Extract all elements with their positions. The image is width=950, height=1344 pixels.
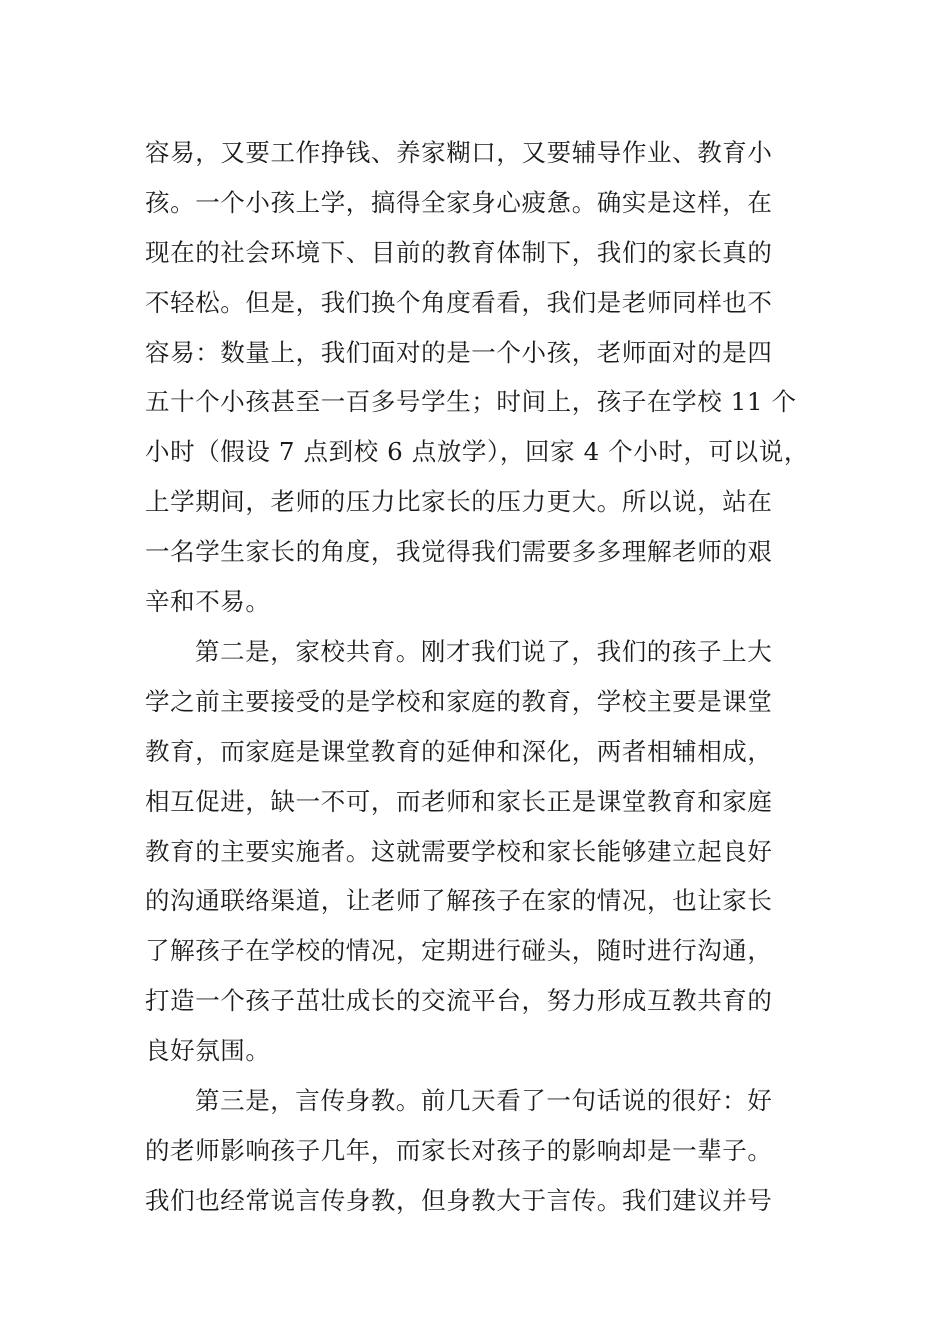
text-line: 了解孩子在学校的情况，定期进行碰头，随时进行沟通，: [145, 936, 773, 965]
text-line: 辛和不易。: [145, 587, 271, 616]
text-line: 上学期间，老师的压力比家长的压力更大。所以说，站在: [145, 487, 773, 516]
text-line: 五十个小孩甚至一百多号学生；时间上，孩子在学校 11 个: [145, 387, 797, 416]
text-line: 容易：数量上，我们面对的是一个小孩，老师面对的是四: [145, 338, 773, 367]
paragraph-first-line: 第三是，言传身教。前几天看了一句话说的很好：好: [195, 1086, 773, 1115]
text-line: 打造一个孩子茁壮成长的交流平台，努力形成互教共育的: [145, 986, 773, 1015]
text-line: 的老师影响孩子几年，而家长对孩子的影响却是一辈子。: [145, 1136, 773, 1165]
text-line: 相互促进，缺一不可，而老师和家长正是课堂教育和家庭: [145, 787, 773, 816]
text-line: 容易，又要工作挣钱、养家糊口，又要辅导作业、教育小: [145, 138, 773, 167]
text-line: 我们也经常说言传身教，但身教大于言传。我们建议并号: [145, 1186, 773, 1215]
text-line: 现在的社会环境下、目前的教育体制下，我们的家长真的: [145, 238, 773, 267]
text-line: 学之前主要接受的是学校和家庭的教育，学校主要是课堂: [145, 687, 773, 716]
paragraph-first-line: 第二是，家校共育。刚才我们说了，我们的孩子上大: [195, 637, 773, 666]
text-line: 教育的主要实施者。这就需要学校和家长能够建立起良好: [145, 837, 773, 866]
text-line: 一名学生家长的角度，我觉得我们需要多多理解老师的艰: [145, 537, 773, 566]
text-line: 的沟通联络渠道，让老师了解孩子在家的情况，也让家长: [145, 886, 773, 915]
text-line: 孩。一个小孩上学，搞得全家身心疲惫。确实是这样，在: [145, 188, 773, 217]
text-line: 良好氛围。: [145, 1036, 271, 1065]
text-line: 不轻松。但是，我们换个角度看看，我们是老师同样也不: [145, 288, 773, 317]
text-line: 小时（假设 7 点到校 6 点放学），回家 4 个小时，可以说，: [145, 437, 809, 466]
text-line: 教育，而家庭是课堂教育的延伸和深化，两者相辅相成，: [145, 737, 773, 766]
